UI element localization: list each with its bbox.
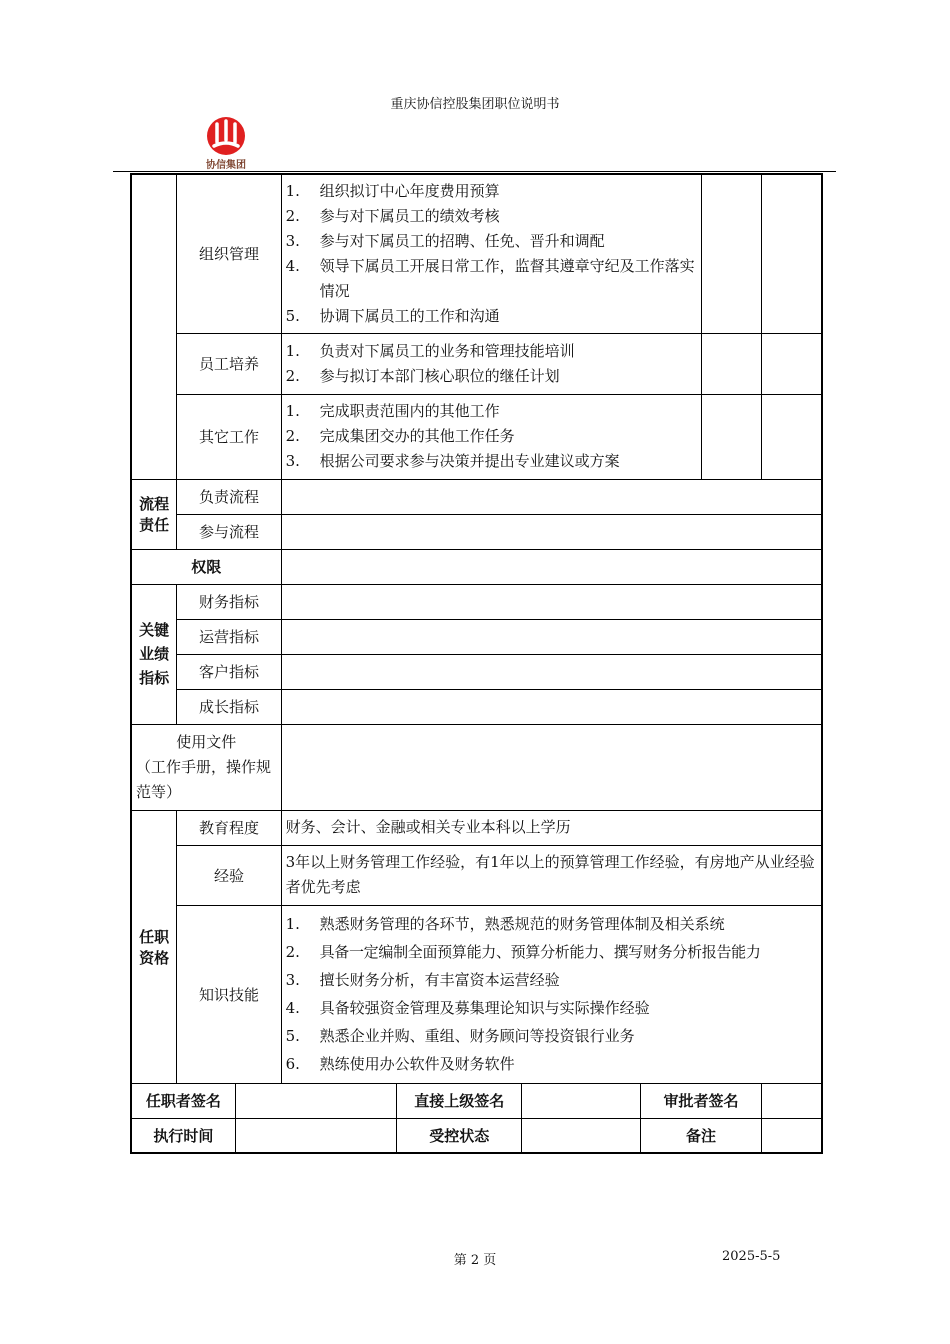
blank-cell: [761, 394, 822, 479]
header-rule: [113, 171, 836, 172]
documents-label: 使用文件: [176, 732, 237, 751]
kpi-row-customer: [131, 654, 822, 689]
logo-text: 协信集团: [206, 160, 246, 171]
employee-signature-field[interactable]: [235, 1083, 397, 1118]
authority-value: [281, 549, 822, 584]
blank-cell: [761, 174, 822, 333]
kpi-label-customer: 客户指标: [177, 654, 281, 689]
approver-signature-field[interactable]: [761, 1083, 822, 1118]
supervisor-signature-field[interactable]: [522, 1083, 641, 1118]
process-group-label: 流程责任: [131, 479, 177, 549]
page-number: 第 2 页: [453, 1253, 497, 1268]
list-item: 2. 具备一定编制全面预算能力、预算分析能力、撰写财务分析报告能力: [285, 943, 761, 961]
list-item: 6. 熟练使用办公软件及财务软件: [285, 1055, 515, 1073]
education-label: 教育程度: [177, 810, 281, 845]
process-responsible-value: [281, 479, 822, 514]
kpi-value: [281, 619, 822, 654]
blank-cell: [701, 174, 761, 333]
list-item: 4. 领导下属员工开展日常工作，监督其遵章守纪及工作落实情况: [285, 256, 695, 300]
signature-row-1: [131, 1083, 822, 1118]
job-description-table: [130, 173, 823, 1154]
remarks-label: 备注: [641, 1118, 762, 1153]
footer-date: 2025-5-5: [722, 1249, 781, 1264]
list-item: 3. 根据公司要求参与决策并提出专业建议或方案: [285, 452, 620, 470]
control-status-label: 受控状态: [397, 1118, 522, 1153]
process-participate-value: [281, 514, 822, 549]
kpi-value: [281, 654, 822, 689]
authority-row: [131, 549, 822, 584]
qualification-row-experience: [131, 845, 822, 905]
kpi-value: [281, 584, 822, 619]
blank-cell: [761, 333, 822, 394]
qualification-group-label: 任职资格: [131, 810, 177, 1083]
kpi-label-financial: 财务指标: [177, 584, 281, 619]
kpi-value: [281, 689, 822, 724]
duty-row-training: [131, 333, 822, 394]
process-participate-label: 参与流程: [177, 514, 281, 549]
blank-cell: [701, 333, 761, 394]
duty-label-organization: 组织管理: [177, 174, 281, 333]
list-item: 1. 完成职责范围内的其他工作: [285, 402, 500, 420]
list-item: 5. 熟悉企业并购、重组、财务顾问等投资银行业务: [285, 1027, 635, 1045]
duty-label-other: 其它工作: [177, 394, 281, 479]
experience-value: 3年以上财务管理工作经验，有1年以上的预算管理工作经验，有房地产从业经验者优先考虑: [281, 845, 822, 905]
execution-time-label: 执行时间: [131, 1118, 235, 1153]
list-item: 2. 参与拟订本部门核心职位的继任计划: [285, 366, 560, 385]
process-row-participate: [131, 514, 822, 549]
kpi-row-operation: [131, 619, 822, 654]
control-status-field[interactable]: [522, 1118, 641, 1153]
list-item: 1. 组织拟订中心年度费用预算: [285, 181, 500, 200]
education-value: 财务、会计、金融或相关专业本科以上学历: [281, 810, 822, 845]
document-title: 重庆协信控股集团职位说明书: [390, 97, 560, 112]
list-item: 2. 参与对下属员工的绩效考核: [285, 206, 500, 225]
process-responsible-label: 负责流程: [177, 479, 281, 514]
remarks-field[interactable]: [761, 1118, 822, 1153]
supervisor-signature-label: 直接上级签名: [397, 1083, 522, 1118]
list-item: 1. 熟悉财务管理的各环节，熟悉规范的财务管理体制及相关系统: [285, 915, 725, 933]
list-item: 5. 协调下属员工的工作和沟通: [285, 306, 500, 325]
skills-list: [281, 905, 822, 1083]
experience-label: 经验: [177, 845, 281, 905]
duty-items-other: [281, 394, 701, 479]
kpi-row-financial: [131, 584, 822, 619]
documents-value: [281, 724, 822, 810]
list-item: 1. 负责对下属员工的业务和管理技能培训: [285, 341, 575, 360]
kpi-label-operation: 运营指标: [177, 619, 281, 654]
kpi-label-growth: 成长指标: [177, 689, 281, 724]
documents-sub-label: （工作手册，操作规范等）: [136, 757, 272, 801]
list-item: 2. 完成集团交办的其他工作任务: [285, 427, 515, 445]
signature-row-2: [131, 1118, 822, 1153]
list-item: 4. 具备较强资金管理及募集理论知识与实际操作经验: [285, 999, 650, 1017]
execution-time-field[interactable]: [235, 1118, 397, 1153]
list-item: 3. 擅长财务分析，有丰富资本运营经验: [285, 971, 560, 989]
duty-row-other: [131, 394, 822, 479]
kpi-group-label: 关键业绩指标: [131, 584, 177, 724]
list-item: 3. 参与对下属员工的招聘、任免、晋升和调配: [285, 231, 605, 250]
process-row-responsible: [131, 479, 822, 514]
authority-label: 权限: [131, 549, 281, 584]
duty-row-organization: [131, 174, 822, 333]
skills-label: 知识技能: [177, 905, 281, 1083]
documents-label-cell: [131, 724, 281, 810]
qualification-row-education: [131, 810, 822, 845]
duty-label-training: 员工培养: [177, 333, 281, 394]
duty-items-training: [281, 333, 701, 394]
kpi-row-growth: [131, 689, 822, 724]
duty-items-organization: [281, 174, 701, 333]
employee-signature-label: 任职者签名: [131, 1083, 235, 1118]
documents-row: [131, 724, 822, 810]
qualification-row-skills: [131, 905, 822, 1083]
duty-group-cell: [131, 174, 177, 479]
blank-cell: [701, 394, 761, 479]
approver-signature-label: 审批者签名: [641, 1083, 762, 1118]
